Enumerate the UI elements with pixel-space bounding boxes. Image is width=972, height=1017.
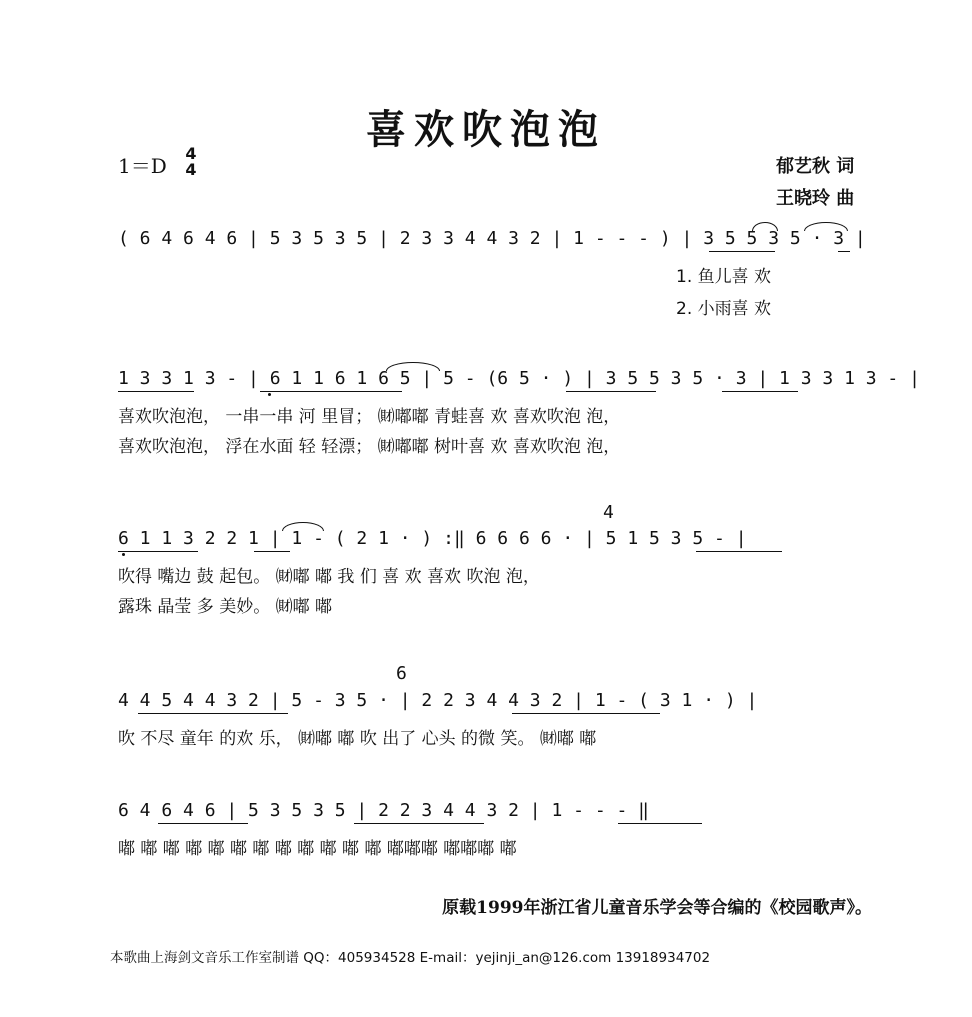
song-title: 喜欢吹泡泡 [366, 106, 606, 153]
notation-row-3: 6 1 1 3 2 2 1 | 1 - ( 2 1 · ) :‖ 6 6 6 6 · | 5 1 5 3 5 - | [118, 528, 747, 549]
lyrics-row-3-verse-2: 露珠 晶莹 多 美妙。 ㈶嘟 嘟 [118, 597, 333, 617]
lyrics-row-1-verse-1: 1. 鱼儿喜 欢 [676, 267, 772, 287]
lyrics-row-2-verse-2: 喜欢吹泡泡， 浮在水面 轻 轻漂； ㈶嘟嘟 树叶喜 欢 喜欢吹泡 泡， [118, 437, 621, 457]
beat-underline [158, 823, 248, 824]
beat-underline [838, 251, 850, 252]
notation-row-4: 4 4 5 4 4 3 2 | 5 - 3 5 · | 2 2 3 4 4 3 2 | 1 - ( 3 1 · ) | [118, 690, 758, 711]
beat-underline [118, 551, 198, 552]
beat-underline [696, 551, 782, 552]
slur [386, 362, 440, 371]
low-octave-dot [268, 393, 271, 396]
source-note: 原载1999年浙江省儿童音乐学会等合编的《校园歌声》。 [442, 898, 872, 918]
footer-contact: 本歌曲上海剑文音乐工作室制谱 QQ：405934528 E-mail：yejinji_an@126.com 13918934702 [110, 950, 711, 966]
chord-note-row-4: 6 [396, 663, 407, 684]
low-octave-dot [122, 553, 125, 556]
slur [804, 222, 848, 231]
lyrics-row-4: 吹 不尽 童年 的欢 乐， ㈶嘟 嘟 吹 出了 心头 的微 笑。 ㈶嘟 嘟 [118, 729, 597, 749]
lyrics-row-2-verse-1: 喜欢吹泡泡， 一串一串 河 里冒； ㈶嘟嘟 青蛙喜 欢 喜欢吹泡 泡， [118, 407, 621, 427]
beat-underline [618, 823, 702, 824]
beat-underline [260, 391, 402, 392]
beat-underline [138, 713, 288, 714]
chord-note-row-3: 4 [603, 502, 614, 523]
lyrics-row-3-verse-1: 吹得 嘴边 鼓 起包。 ㈶嘟 嘟 我 们 喜 欢 喜欢 吹泡 泡， [118, 567, 540, 587]
notation-row-1: ( 6 4 6 4 6 | 5 3 5 3 5 | 2 3 3 4 4 3 2 | 1 - - - ) | 3 5 5 3 5 · 3 | [118, 228, 866, 249]
beat-underline [709, 251, 775, 252]
slur [752, 222, 778, 231]
beat-underline [512, 713, 660, 714]
beat-underline [722, 391, 798, 392]
time-signature [184, 146, 198, 178]
notation-row-2: 1 3 3 1 3 - | 6 1 1 6 1 6 5 | 5 - (6 5 · ) | 3 5 5 3 5 · 3 | 1 3 3 1 3 - | [118, 368, 920, 389]
composer-credit: 王晓玲 曲 [776, 188, 855, 209]
beat-underline [566, 391, 656, 392]
meter-bottom: 4 [185, 160, 197, 179]
beat-underline [354, 823, 484, 824]
key-signature: 1＝D [118, 154, 167, 178]
lyricist-credit: 郁艺秋 词 [776, 156, 855, 177]
notation-row-5: 6 4 6 4 6 | 5 3 5 3 5 | 2 2 3 4 4 3 2 | 1 - - - ‖ [118, 800, 650, 821]
lyrics-row-5: 嘟 嘟 嘟 嘟 嘟 嘟 嘟 嘟 嘟 嘟 嘟 嘟 嘟嘟嘟 嘟嘟嘟 嘟 [118, 839, 517, 859]
beat-underline [254, 551, 290, 552]
beat-underline [118, 391, 194, 392]
lyrics-row-1-verse-2: 2. 小雨喜 欢 [676, 299, 772, 319]
slur [282, 522, 324, 531]
meter-top: 4 [185, 144, 197, 163]
